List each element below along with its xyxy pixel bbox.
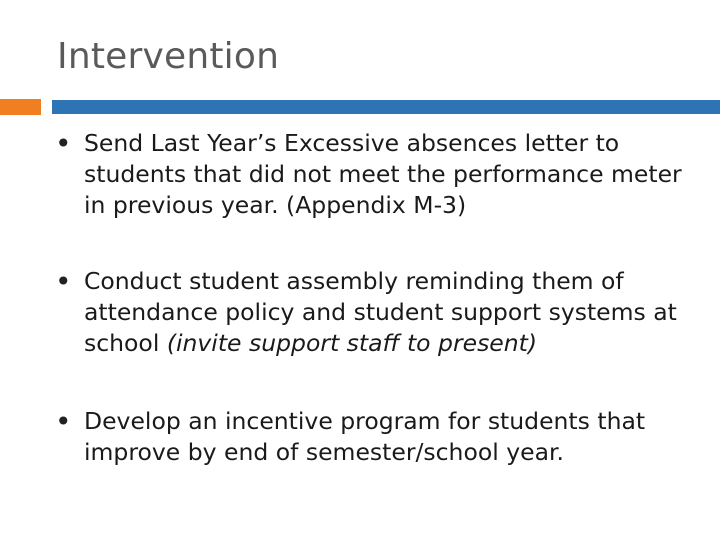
bullet-item-assembly [55, 266, 695, 359]
bullet-text-send-letter: Send Last Year’s Excessive absences letter to students that did not meet the performance meter in previous year. (Appendix M-3) [84, 129, 682, 219]
bullet-text-assembly [84, 266, 695, 359]
bullet-icon: • [55, 265, 72, 298]
bullet-text-incentive: Develop an incentive program for students that improve by end of semester/school year. [84, 407, 646, 466]
bullet-icon: • [55, 127, 72, 160]
accent-bar-blue [52, 100, 720, 114]
bullet-text-assembly-emphasis: (invite support staff to present) [166, 329, 538, 357]
accent-bar-orange [0, 99, 41, 115]
slide-title: Intervention [57, 36, 280, 77]
bullet-icon: • [55, 405, 72, 438]
bullet-item-send-letter [55, 128, 695, 221]
bullet-text-assembly-main: Conduct student assembly reminding them of attendance policy and student support systems at school [84, 267, 677, 357]
bullet-item-incentive [55, 406, 695, 468]
